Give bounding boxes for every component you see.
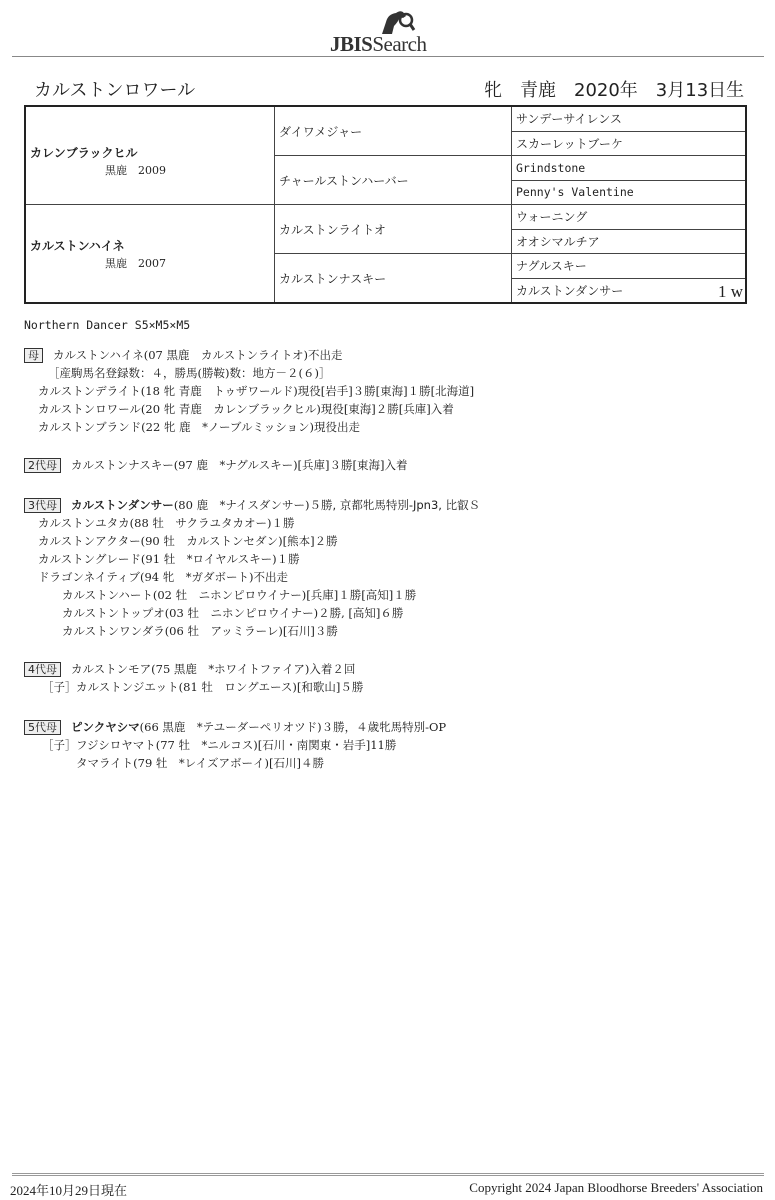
fifth-dam-section: [24, 718, 446, 772]
horse-title-row: [34, 76, 745, 102]
sire-sire-dam-cell[interactable]: スカーレットブーケ: [512, 131, 747, 156]
second-dam-badge: 2代母: [24, 458, 61, 473]
dam-badge: 母: [24, 348, 43, 363]
fifth-dam-badge: 5代母: [24, 720, 61, 735]
third-dam-name: カルストンダンサー: [71, 498, 174, 512]
dam-sire-dam-cell[interactable]: オオシマルチア: [512, 229, 747, 254]
sire-dam-cell[interactable]: チャールストンハーバー: [275, 156, 512, 205]
third-dam-head-rest: (80 鹿 *ナイスダンサー)５勝: [173, 498, 333, 512]
fourth-dam-head: カルストンモア(75 黒鹿 *ホワイトファイア)入着２回: [71, 662, 356, 676]
third-dam-produce-2: カルストンアクター(90 牡 カルストンセダン)[熊本]２勝: [38, 534, 338, 548]
fourth-dam-kid-1: カルストンジエット(81 牡 ロングエース)[和歌山]５勝: [76, 680, 364, 694]
dam-produce-2: カルストンロワール(20 牝 青鹿 カレンブラックヒル)現役[東海]２勝[兵庫]入着: [38, 402, 454, 416]
sire-sire-sire-cell[interactable]: サンデーサイレンス: [512, 106, 747, 131]
dam-sire-sire-cell[interactable]: ウォーニング: [512, 205, 747, 230]
sire-cell: [25, 106, 275, 205]
third-dam-grand-produce-2: カルストントップオ(03 牡 ニホンピロウイナー)２勝, [高知]６勝: [62, 606, 404, 620]
dam-dam-cell[interactable]: カルストンナスキー: [275, 254, 512, 304]
logo-text-search: Search: [372, 32, 427, 56]
dam-produce-stats: ［産駒馬名登録数：４，勝馬(勝鞍)数：地方－２(６)］: [48, 366, 331, 380]
sire-color-year: 黒鹿 2009: [105, 163, 166, 177]
fifth-dam-name: ピンクヤシマ: [71, 720, 140, 734]
sire-sire-cell[interactable]: ダイワメジャー: [275, 106, 512, 156]
fourth-dam-section: [24, 660, 363, 696]
dam-dam-dam-cell[interactable]: [512, 278, 747, 303]
third-dam-produce-1: カルストンユタカ(88 牡 サクラユタカオー)１勝: [38, 516, 295, 530]
dam-section-head: カルストンハイネ(07 黒鹿 カルストンライトオ)不出走: [53, 348, 343, 362]
second-dam-section: [24, 456, 408, 474]
third-dam-race: , 京都牝馬特別-Jpn3,: [332, 498, 442, 512]
pedigree-table: [24, 105, 747, 304]
sire-name[interactable]: カレンブラックヒル: [30, 145, 138, 160]
third-dam-race-tail: 比叡Ｓ: [441, 498, 481, 512]
third-dam-badge: 3代母: [24, 498, 61, 513]
dam-color-year: 黒鹿 2007: [105, 256, 166, 270]
jbis-search-logo[interactable]: [330, 8, 460, 56]
third-dam-section: [24, 496, 480, 640]
third-dam-grand-produce-3: カルストンワンダラ(06 牡 アッミラーレ)[石川]３勝: [62, 624, 338, 638]
fifth-dam-head-rest: (66 黒鹿 *テユーダーペリオツド)３勝，４歳牝馬特別-OP: [139, 720, 447, 734]
second-dam-head: カルストンナスキー(97 鹿 *ナグルスキー)[兵庫]３勝[東海]入着: [71, 458, 408, 472]
sire-dam-sire-cell[interactable]: Grindstone: [512, 156, 747, 181]
third-dam-grand-produce-1: カルストンハート(02 牡 ニホンピロウイナー)[兵庫]１勝[高知]１勝: [62, 588, 417, 602]
third-dam-produce-3: カルストングレード(91 牡 *ロイヤルスキー)１勝: [38, 552, 300, 566]
fourth-dam-badge: 4代母: [24, 662, 61, 677]
dam-dam-sire-cell[interactable]: ナグルスキー: [512, 254, 747, 279]
inbreeding-note: Northern Dancer S5×M5×M5: [24, 318, 191, 332]
fifth-dam-kid-label: ［子］: [42, 738, 77, 752]
dam-section: [24, 346, 474, 436]
horse-sex-color-birthdate: 牝 青鹿 2020年 3月13日生: [484, 80, 745, 101]
horse-name: カルストンロワール: [34, 80, 196, 101]
family-number-mark: 1 w: [717, 281, 743, 301]
dam-cell: [25, 205, 275, 304]
dam-produce-3: カルストンブランド(22 牝 鹿 *ノーブルミッション)現役出走: [38, 420, 360, 434]
footer-divider: [12, 1173, 764, 1176]
logo-text-jbis: JBIS: [330, 32, 373, 56]
third-dam-produce-4: ドラゴンネイティブ(94 牝 *ガダボート)不出走: [38, 570, 289, 584]
dam-name[interactable]: カルストンハイネ: [30, 238, 125, 253]
fifth-dam-kid-1: フジシロヤマト(77 牡 *ニルコス)[石川・南関東・岩手]11勝: [76, 738, 397, 752]
dam-dam-dam-name[interactable]: カルストンダンサー: [516, 283, 624, 298]
sire-dam-dam-cell[interactable]: Penny's Valentine: [512, 180, 747, 205]
fourth-dam-kid-label: ［子］: [42, 680, 77, 694]
header-divider: [12, 56, 764, 57]
fifth-dam-kid-2: タマライト(79 牡 *レイズアボーイ)[石川]４勝: [76, 756, 324, 770]
footer-copyright: Copyright 2024 Japan Bloodhorse Breeders' Association: [469, 1180, 763, 1195]
footer-date: 2024年10月29日現在: [10, 1183, 128, 1198]
dam-sire-cell[interactable]: カルストンライトオ: [275, 205, 512, 254]
dam-produce-1: カルストンデライト(18 牝 青鹿 トゥザワールド)現役[岩手]３勝[東海]１勝[北海道]: [38, 384, 475, 398]
